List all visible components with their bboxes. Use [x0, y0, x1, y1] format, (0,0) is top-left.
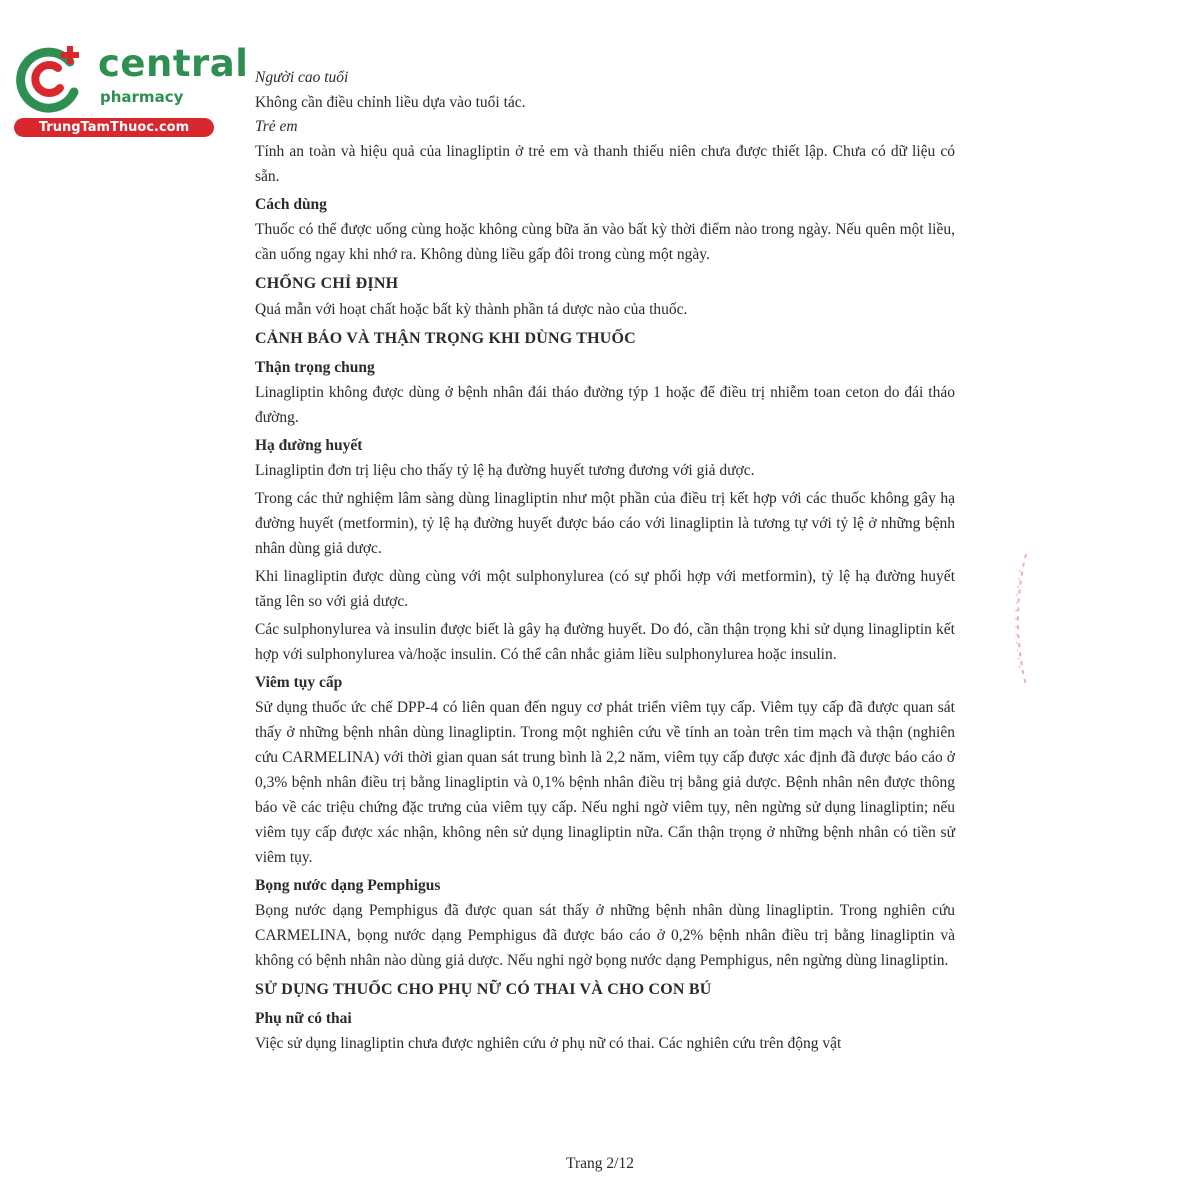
body-paragraph: Quá mẫn với hoạt chất hoặc bất kỳ thành phần tá dược nào của thuốc.	[255, 301, 688, 318]
body-paragraph: Việc sử dụng linagliptin chưa được nghiên cứu ở phụ nữ có thai. Các nghiên cứu trên động vật	[255, 1035, 842, 1052]
body-paragraph: Linagliptin đơn trị liệu cho thấy tỷ lệ hạ đường huyết tương đương với giả dược.	[255, 462, 755, 479]
document-content	[255, 66, 955, 1056]
body-paragraph: Các sulphonylurea và insulin được biết là gây hạ đường huyết. Do đó, cần thận trọng khi sử dụng linagliptin kết hợp với sulphonylurea và/hoặc insulin. Có thể cân nhắc giảm liều sulphonylurea hoặc insulin.	[255, 621, 955, 663]
section-heading: SỬ DỤNG THUỐC CHO PHỤ NỮ CÓ THAI VÀ CHO CON BÚ	[255, 981, 712, 998]
italic-subheading: Trẻ em	[255, 118, 298, 135]
body-paragraph: Linagliptin không được dùng ở bệnh nhân đái tháo đường týp 1 hoặc để điều trị nhiễm toan ceton do đái tháo đường.	[255, 384, 955, 426]
logo-subtitle: pharmacy	[100, 88, 184, 106]
subsection-heading: Hạ đường huyết	[255, 437, 363, 454]
subsection-heading: Thận trọng chung	[255, 359, 375, 376]
body-paragraph: Bọng nước dạng Pemphigus đã được quan sát thấy ở những bệnh nhân dùng linagliptin. Trong nghiên cứu CARMELINA, bọng nước dạng Pemphigus đã được báo cáo ở 0,2% bệnh nhân điều trị bằng linagliptin và không có bệnh nhân nào dùng giả dược. Nếu nghi ngờ bọng nước dạng Pemphigus, nên ngừng dùng linagliptin.	[255, 902, 955, 969]
stamp-mark	[1008, 550, 1030, 690]
section-heading: CẢNH BÁO VÀ THẬN TRỌNG KHI DÙNG THUỐC	[255, 330, 636, 347]
body-paragraph: Sử dụng thuốc ức chế DPP-4 có liên quan đến nguy cơ phát triển viêm tụy cấp. Viêm tụy cấp đã được quan sát thấy ở những bệnh nhân dùng linagliptin. Trong một nghiên cứu về tính an toàn trên tim mạch và thận (nghiên cứu CARMELINA) với thời gian quan sát trung bình là 2,2 năm, viêm tụy cấp được xác định đã được báo cáo ở 0,3% bệnh nhân điều trị bằng linagliptin và 0,1% bệnh nhân điều trị bằng giả dược. Bệnh nhân nên được thông báo về các triệu chứng đặc trưng của viêm tụy cấp. Nếu nghi ngờ viêm tụy, nên ngừng sử dụng linagliptin; nếu viêm tụy cấp được xác nhận, không nên sử dụng linagliptin nữa. Cẩn thận trọng ở những bệnh nhân có tiền sử viêm tụy.	[255, 699, 955, 866]
logo-website: TrungTamThuoc.com	[14, 118, 214, 137]
subsection-heading: Bọng nước dạng Pemphigus	[255, 877, 441, 894]
logo-name: central	[98, 42, 249, 85]
italic-subheading: Người cao tuổi	[255, 69, 349, 86]
body-paragraph: Không cần điều chỉnh liều dựa vào tuổi tác.	[255, 94, 526, 111]
section-heading: CHỐNG CHỈ ĐỊNH	[255, 275, 399, 292]
body-paragraph: Tính an toàn và hiệu quả của linagliptin ở trẻ em và thanh thiếu niên chưa được thiết lập. Chưa có dữ liệu có sẵn.	[255, 143, 955, 185]
subsection-heading: Viêm tụy cấp	[255, 674, 343, 691]
page-number: Trang 2/12	[566, 1155, 634, 1172]
pharmacy-cross-icon	[12, 40, 88, 116]
body-paragraph: Thuốc có thể được uống cùng hoặc không cùng bữa ăn vào bất kỳ thời điểm nào trong ngày. Nếu quên một liều, cần uống ngay khi nhớ ra. Không dùng liều gấp đôi trong cùng một ngày.	[255, 221, 955, 263]
subsection-heading: Phụ nữ có thai	[255, 1010, 352, 1027]
central-pharmacy-logo	[8, 36, 249, 136]
body-paragraph: Trong các thử nghiệm lâm sàng dùng linagliptin như một phần của điều trị kết hợp với các thuốc không gây hạ đường huyết (metformin), tỷ lệ hạ đường huyết được báo cáo với linagliptin là tương tự với tỷ lệ ở những bệnh nhân dùng giả dược.	[255, 490, 955, 557]
body-paragraph: Khi linagliptin được dùng cùng với một sulphonylurea (có sự phối hợp với metformin), tỷ lệ hạ đường huyết tăng lên so với giả dược.	[255, 568, 955, 610]
subsection-heading: Cách dùng	[255, 196, 327, 213]
